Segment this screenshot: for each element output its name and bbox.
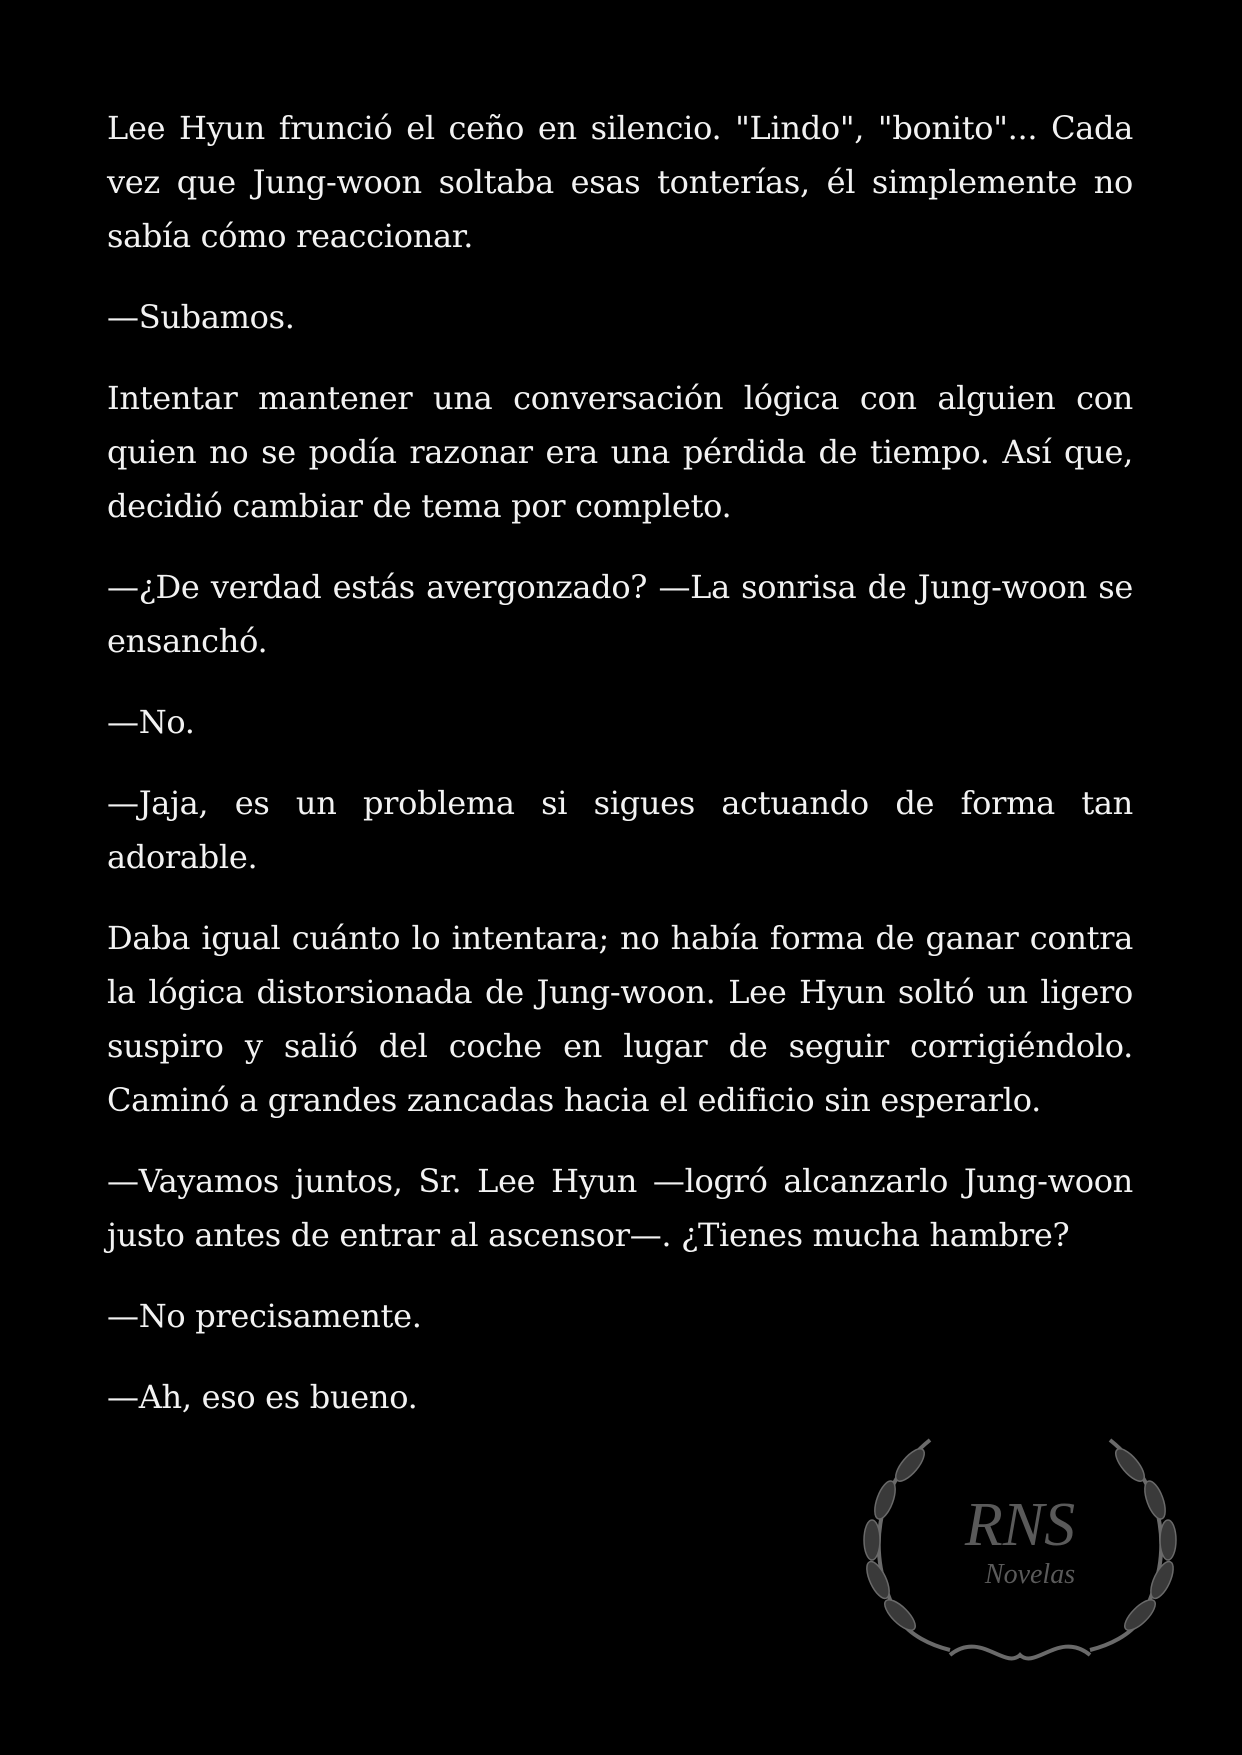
paragraph: —No precisamente. xyxy=(107,1297,422,1335)
watermark-title: RNS xyxy=(964,1491,1076,1559)
document-body xyxy=(107,101,1133,1451)
paragraph: —Subamos. xyxy=(107,298,295,336)
watermark-subtitle: Novelas xyxy=(984,1559,1076,1590)
paragraph: —Vayamos juntos, Sr. Lee Hyun —logró alcanzarlo Jung-woon justo antes de entrar al ascensor—. ¿Tienes mucha hambre? xyxy=(107,1162,1133,1254)
paragraph: Lee Hyun frunció el ceño en silencio. "Lindo", "bonito"... Cada vez que Jung-woon soltaba esas tonterías, él simplemente no sabía cómo reaccionar. xyxy=(107,109,1133,255)
paragraph: —No. xyxy=(107,703,195,741)
paragraph: —Ah, eso es bueno. xyxy=(107,1378,418,1416)
rns-watermark-logo xyxy=(840,1420,1200,1680)
paragraph: —Jaja, es un problema si sigues actuando de forma tan adorable. xyxy=(107,784,1133,876)
paragraph: —¿De verdad estás avergonzado? —La sonrisa de Jung-woon se ensanchó. xyxy=(107,568,1133,660)
paragraph: Intentar mantener una conversación lógica con alguien con quien no se podía razonar era una pérdida de tiempo. Así que, decidió cambiar de tema por completo. xyxy=(107,379,1133,525)
paragraph: Daba igual cuánto lo intentara; no había forma de ganar contra la lógica distorsionada de Jung-woon. Lee Hyun soltó un ligero suspiro y salió del coche en lugar de seguir corrigiéndolo. Caminó a grandes zancadas hacia el edificio sin esperarlo. xyxy=(107,919,1133,1119)
